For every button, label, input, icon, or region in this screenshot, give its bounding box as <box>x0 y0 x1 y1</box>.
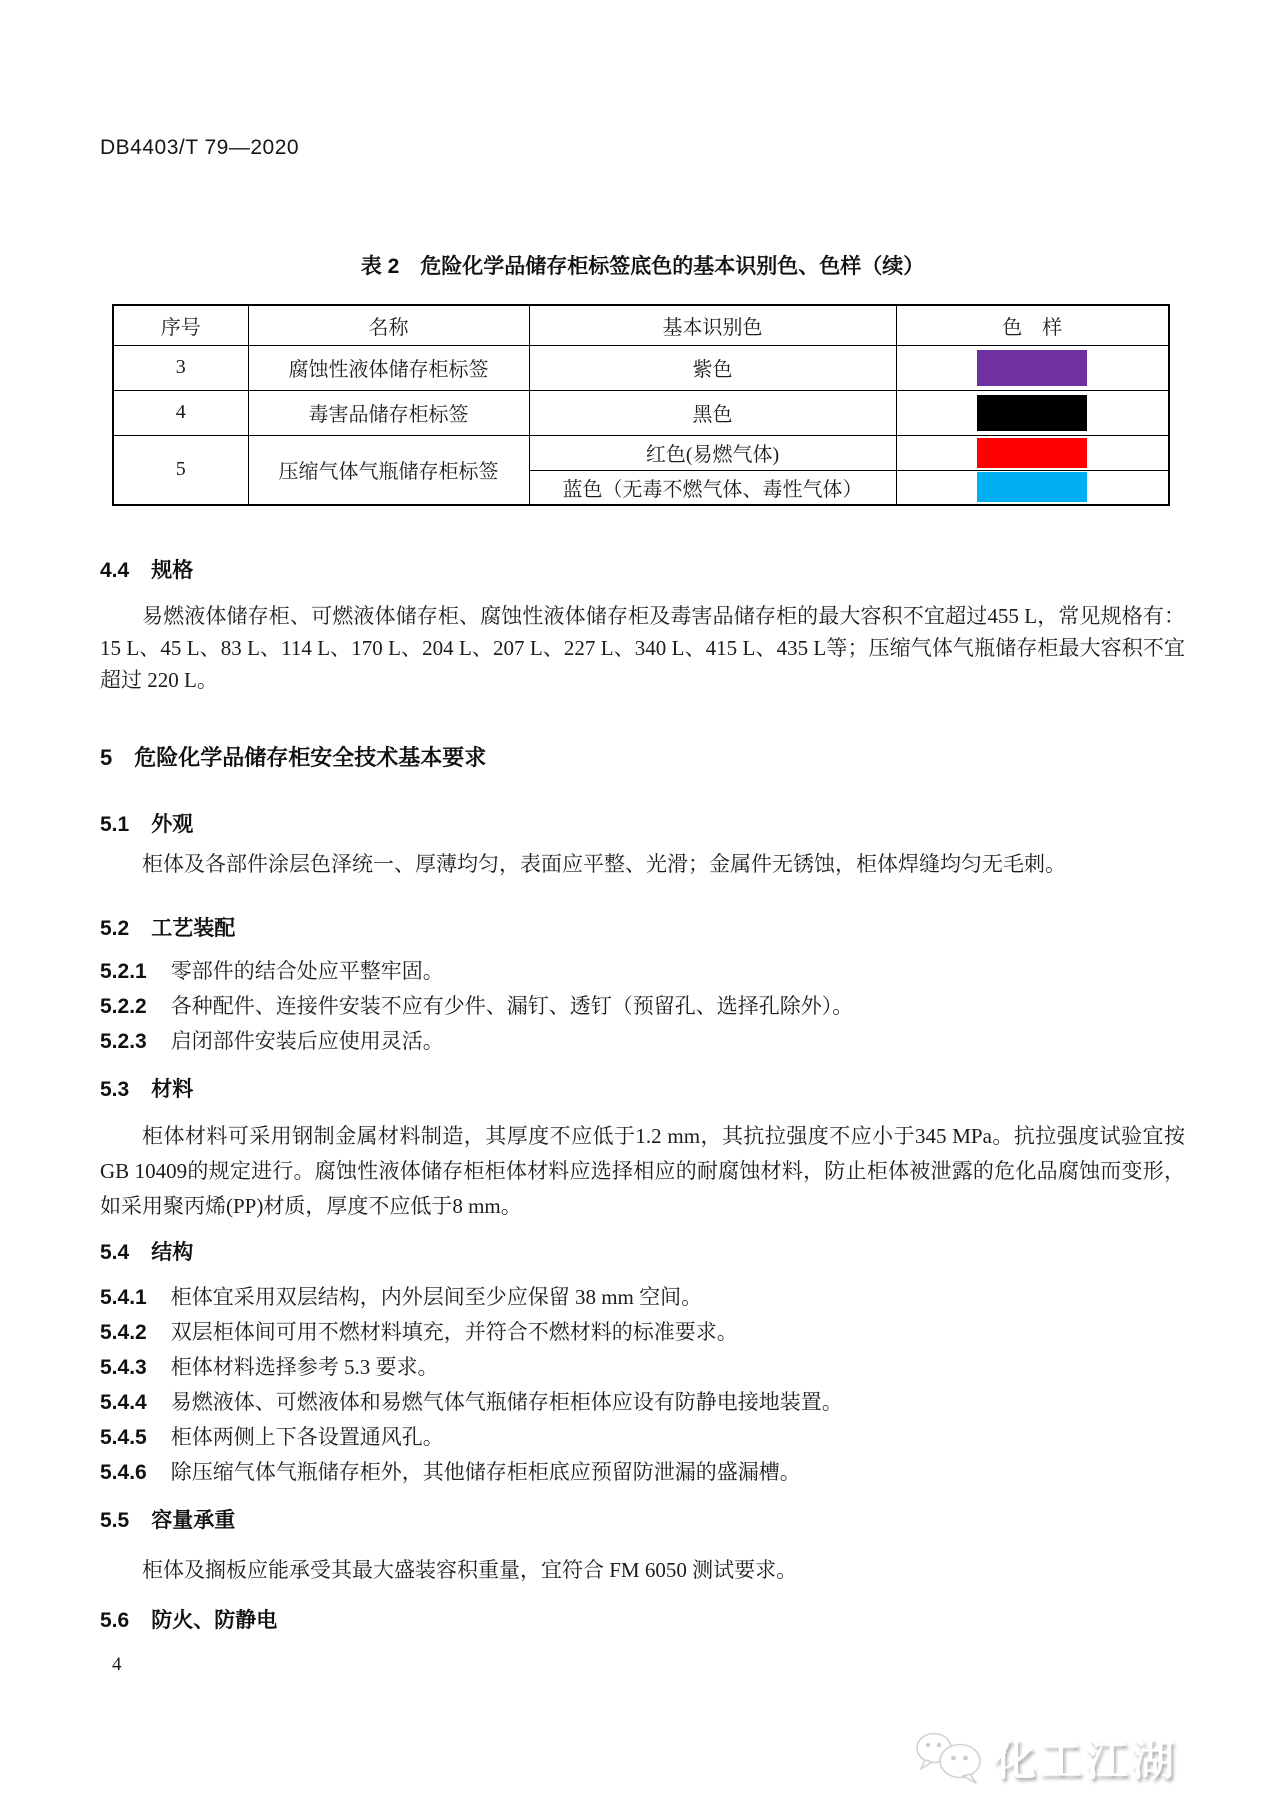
section-heading-5-1 <box>100 810 1185 840</box>
section-number: 5.5 <box>100 1509 130 1532</box>
clause-group-5-2 <box>100 954 1185 1059</box>
paragraph-5-5: 柜体及搁板应能承受其最大盛装容积重量，宜符合 FM 6050 测试要求。 <box>142 1558 798 1582</box>
clause-number: 5.2.2 <box>100 995 147 1018</box>
section-heading-4-4 <box>100 556 1185 586</box>
color-swatch-blue <box>977 472 1087 502</box>
clause-5-4-5 <box>100 1420 1185 1455</box>
section-title: 规格 <box>151 559 194 582</box>
clause-5-4-4 <box>100 1385 1185 1420</box>
clause-number: 5.4.3 <box>100 1356 147 1379</box>
color-swatch-black <box>977 395 1087 431</box>
section-number: 5.2 <box>100 917 130 940</box>
section-heading-5-4 <box>100 1238 1185 1268</box>
clause-text: 零部件的结合处应平整牢固。 <box>170 959 444 983</box>
section-number: 5.3 <box>100 1078 130 1101</box>
clause-number: 5.2.3 <box>100 1030 147 1053</box>
clause-5-2-1 <box>100 954 1185 989</box>
clause-5-2-2 <box>100 989 1185 1024</box>
section-number: 5.6 <box>100 1609 130 1632</box>
watermark-text: 化工江湖 <box>993 1737 1178 1784</box>
clause-text: 柜体宜采用双层结构，内外层间至少应保留 38 mm 空间。 <box>170 1285 703 1309</box>
col-header-identify-color: 基本识别色 <box>529 305 896 345</box>
table-title: 表 2 危险化学品储存柜标签底色的基本识别色、色样（续） <box>360 255 925 278</box>
page-number: 4 <box>112 1654 122 1675</box>
paragraph-4-4: 易燃液体储存柜、可燃液体储存柜、腐蚀性液体储存柜及毒害品储存柜的最大容积不宜超过455 L，常见规格有：15 L、45 L、83 L、114 L、170 L、204 L、207 L、227 L、340 L、415 L、435 L等；压缩气体气瓶储存柜最大容积不宜超过 220 L。 <box>100 604 1185 692</box>
paragraph-5-1: 柜体及各部件涂层色泽统一、厚薄均匀，表面应平整、光滑；金属件无锈蚀，柜体焊缝均匀无毛刺。 <box>142 852 1066 876</box>
cell-no: 5 <box>113 435 248 505</box>
clause-5-4-1 <box>100 1280 1185 1315</box>
chapter-title: 危险化学品储存柜安全技术基本要求 <box>134 745 487 770</box>
cell-name: 腐蚀性液体储存柜标签 <box>248 345 529 390</box>
paragraph-5-3: 柜体材料可采用钢制金属材料制造，其厚度不应低于1.2 mm，其抗拉强度不应小于345 MPa。抗拉强度试验宜按GB 10409的规定进行。腐蚀性液体储存柜柜体材料应选择相应的耐腐蚀材料，防止柜体被泄露的危化品腐蚀而变形，如采用聚丙烯(PP)材质，厚度不应低于8 mm。 <box>100 1124 1185 1218</box>
cell-swatch <box>896 390 1169 435</box>
clause-5-4-6 <box>100 1455 1185 1490</box>
col-header-no: 序号 <box>113 305 248 345</box>
clause-group-5-4 <box>100 1280 1185 1490</box>
section-number: 5.4 <box>100 1241 130 1264</box>
cell-no: 4 <box>113 390 248 435</box>
wechat-icon <box>912 1728 986 1788</box>
cell-color-name: 黑色 <box>529 390 896 435</box>
color-swatch-red <box>977 438 1087 468</box>
table-row <box>113 345 1169 390</box>
col-header-name: 名称 <box>248 305 529 345</box>
clause-5-4-3 <box>100 1350 1185 1385</box>
cell-swatch <box>896 435 1169 470</box>
cell-swatch <box>896 345 1169 390</box>
cell-color-name: 紫色 <box>529 345 896 390</box>
col-header-sample: 色 样 <box>896 305 1169 345</box>
section-title: 容量承重 <box>151 1509 236 1532</box>
cell-color-name: 蓝色（无毒不燃气体、毒性气体） <box>529 470 896 505</box>
clause-text: 各种配件、连接件安装不应有少件、漏钉、透钉（预留孔、选择孔除外）。 <box>170 994 854 1018</box>
section-heading-5-2 <box>100 914 1185 944</box>
clause-number: 5.4.2 <box>100 1321 147 1344</box>
clause-text: 除压缩气体气瓶储存柜外，其他储存柜柜底应预留防泄漏的盛漏槽。 <box>170 1460 801 1484</box>
section-title: 防火、防静电 <box>151 1609 278 1632</box>
section-number: 4.4 <box>100 559 130 582</box>
clause-number: 5.4.4 <box>100 1391 147 1414</box>
standard-number: DB4403/T 79—2020 <box>100 136 300 159</box>
section-heading-5-3 <box>100 1075 1185 1105</box>
clause-5-4-2 <box>100 1315 1185 1350</box>
color-swatch-purple <box>977 350 1087 386</box>
section-title: 工艺装配 <box>151 917 236 940</box>
clause-number: 5.4.5 <box>100 1426 147 1449</box>
clause-number: 5.4.6 <box>100 1461 147 1484</box>
cell-color-name: 红色(易燃气体) <box>529 435 896 470</box>
clause-text: 双层柜体间可用不燃材料填充，并符合不燃材料的标准要求。 <box>170 1320 738 1344</box>
section-title: 外观 <box>151 813 194 836</box>
cell-name: 压缩气体气瓶储存柜标签 <box>248 435 529 505</box>
section-title: 结构 <box>151 1241 194 1264</box>
clause-5-2-3 <box>100 1024 1185 1059</box>
clause-number: 5.2.1 <box>100 960 147 983</box>
chapter-number: 5 <box>100 745 113 770</box>
chapter-heading-5 <box>100 742 1185 774</box>
section-title: 材料 <box>151 1078 194 1101</box>
table-row <box>113 390 1169 435</box>
clause-text: 启闭部件安装后应使用灵活。 <box>170 1029 444 1053</box>
cell-swatch <box>896 470 1169 505</box>
section-heading-5-5 <box>100 1506 1185 1536</box>
cell-no: 3 <box>113 345 248 390</box>
section-heading-5-6 <box>100 1606 1185 1636</box>
label-color-table <box>112 304 1170 506</box>
watermark <box>912 1728 1178 1788</box>
clause-number: 5.4.1 <box>100 1286 147 1309</box>
clause-text: 柜体两侧上下各设置通风孔。 <box>170 1425 444 1449</box>
clause-text: 易燃液体、可燃液体和易燃气体气瓶储存柜柜体应设有防静电接地装置。 <box>170 1390 843 1414</box>
cell-name: 毒害品储存柜标签 <box>248 390 529 435</box>
table-header-row <box>113 305 1169 345</box>
section-number: 5.1 <box>100 813 130 836</box>
clause-text: 柜体材料选择参考 5.3 要求。 <box>170 1355 439 1379</box>
table-row <box>113 435 1169 470</box>
